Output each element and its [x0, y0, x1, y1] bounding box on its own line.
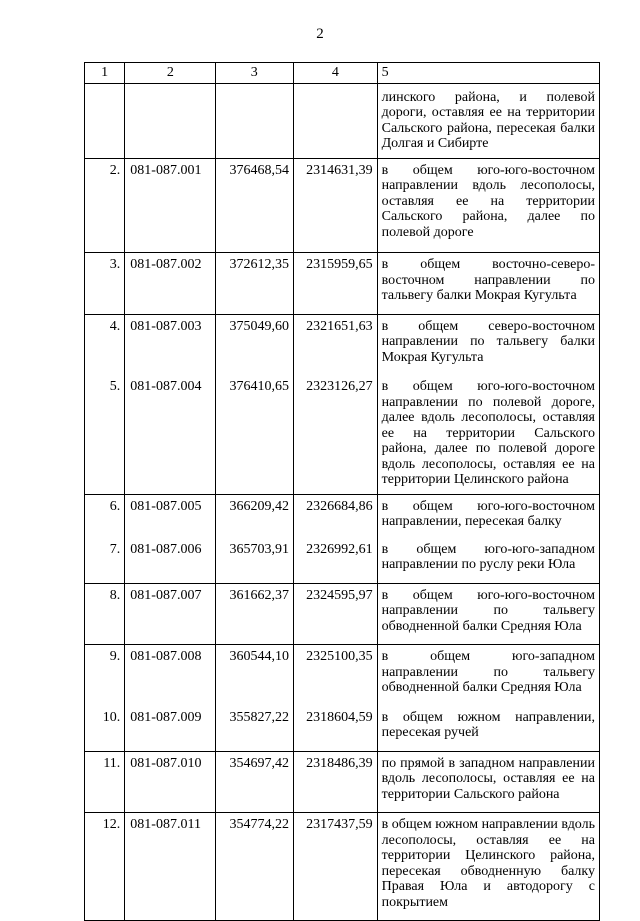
boundary-description: в общем юго-юго-восточном направлении вдоль лесополосы, оставляя ее на территории Сальского района, далее по полевой дороге	[377, 158, 599, 253]
row-number: 9.	[85, 645, 125, 706]
point-code: 081-087.008	[125, 645, 215, 706]
boundary-description: в общем юго-юго-восточном направлении по тальвегу обводненной балки Средняя Юла	[377, 583, 599, 645]
coord-y: 2314631,39	[294, 158, 378, 253]
coord-x: 354697,42	[215, 751, 293, 813]
boundary-description: в общем юго-юго-западном направлении по руслу реки Юла	[377, 538, 599, 584]
coord-x: 361662,37	[215, 583, 293, 645]
coord-y: 2318486,39	[294, 751, 378, 813]
page-number: 2	[316, 26, 324, 42]
row-number: 2.	[85, 158, 125, 253]
point-code: 081-087.007	[125, 583, 215, 645]
boundary-description: в общем восточно-северо-восточном направлении по тальвегу балки Мокрая Кугульта	[377, 253, 599, 315]
boundary-description: в общем юго-юго-восточном направлении, пересекая балку	[377, 494, 599, 538]
coord-y	[294, 83, 378, 158]
table-row	[85, 706, 600, 752]
coord-x: 376410,65	[215, 375, 293, 494]
row-number: 3.	[85, 253, 125, 315]
coord-y: 2326684,86	[294, 494, 378, 538]
table-row	[85, 314, 600, 375]
point-code: 081-087.002	[125, 253, 215, 315]
coord-y: 2321651,63	[294, 314, 378, 375]
table-body	[85, 83, 600, 921]
coord-x: 365703,91	[215, 538, 293, 584]
table-row	[85, 813, 600, 921]
coord-x: 366209,42	[215, 494, 293, 538]
table-row	[85, 538, 600, 584]
boundary-description: линского района, и полевой дороги, оставляя ее на территории Сальского района, пересекая балки Долгая и Сибирте	[377, 83, 599, 158]
coord-y: 2318604,59	[294, 706, 378, 752]
point-code: 081-087.006	[125, 538, 215, 584]
row-number	[85, 83, 125, 158]
point-code: 081-087.005	[125, 494, 215, 538]
coord-y: 2326992,61	[294, 538, 378, 584]
row-number: 7.	[85, 538, 125, 584]
coord-y: 2325100,35	[294, 645, 378, 706]
table-row	[85, 494, 600, 538]
boundary-description: в общем южном направлении, пересекая ручей	[377, 706, 599, 752]
point-code	[125, 83, 215, 158]
row-number: 11.	[85, 751, 125, 813]
row-number: 12.	[85, 813, 125, 921]
coord-x: 372612,35	[215, 253, 293, 315]
coord-x: 360544,10	[215, 645, 293, 706]
point-code: 081-087.001	[125, 158, 215, 253]
coord-y: 2315959,65	[294, 253, 378, 315]
point-code: 081-087.010	[125, 751, 215, 813]
boundary-description: по прямой в западном направлении вдоль лесополосы, оставляя ее на территории Сальского района	[377, 751, 599, 813]
row-number: 4.	[85, 314, 125, 375]
header-col-3: 3	[215, 63, 293, 84]
coord-x	[215, 83, 293, 158]
table-row	[85, 83, 600, 158]
table-row	[85, 375, 600, 494]
table-row	[85, 583, 600, 645]
header-col-2: 2	[125, 63, 215, 84]
point-code: 081-087.009	[125, 706, 215, 752]
row-number: 10.	[85, 706, 125, 752]
point-code: 081-087.003	[125, 314, 215, 375]
table-row	[85, 751, 600, 813]
header-col-4: 4	[294, 63, 378, 84]
row-number: 6.	[85, 494, 125, 538]
coord-y: 2317437,59	[294, 813, 378, 921]
table-row	[85, 253, 600, 315]
point-code: 081-087.011	[125, 813, 215, 921]
table-row	[85, 158, 600, 253]
row-number: 5.	[85, 375, 125, 494]
boundary-description: в общем юго-западном направлении по тальвегу обводненной балки Средняя Юла	[377, 645, 599, 706]
coord-x: 375049,60	[215, 314, 293, 375]
table-header-row	[85, 63, 600, 84]
coord-x: 355827,22	[215, 706, 293, 752]
coord-y: 2324595,97	[294, 583, 378, 645]
table-row	[85, 645, 600, 706]
header-col-5: 5	[377, 63, 599, 84]
coord-y: 2323126,27	[294, 375, 378, 494]
boundary-points-table	[84, 62, 600, 921]
header-col-1: 1	[85, 63, 125, 84]
boundary-description: в общем южном направлении вдоль лесополосы, оставляя ее на территории Целинского района, пересекая обводненную балку Правая Юла и автодорогу с покрытием	[377, 813, 599, 921]
coord-x: 354774,22	[215, 813, 293, 921]
boundary-description: в общем северо-восточном направлении по тальвегу балки Мокрая Кугульта	[377, 314, 599, 375]
row-number: 8.	[85, 583, 125, 645]
boundary-description: в общем юго-юго-восточном направлении по полевой дороге, далее вдоль лесополосы, оставляя ее на территории Сальского района, далее по полевой дороге вдоль лесополосы, оставляя ее на территории Целинского района	[377, 375, 599, 494]
coord-x: 376468,54	[215, 158, 293, 253]
point-code: 081-087.004	[125, 375, 215, 494]
